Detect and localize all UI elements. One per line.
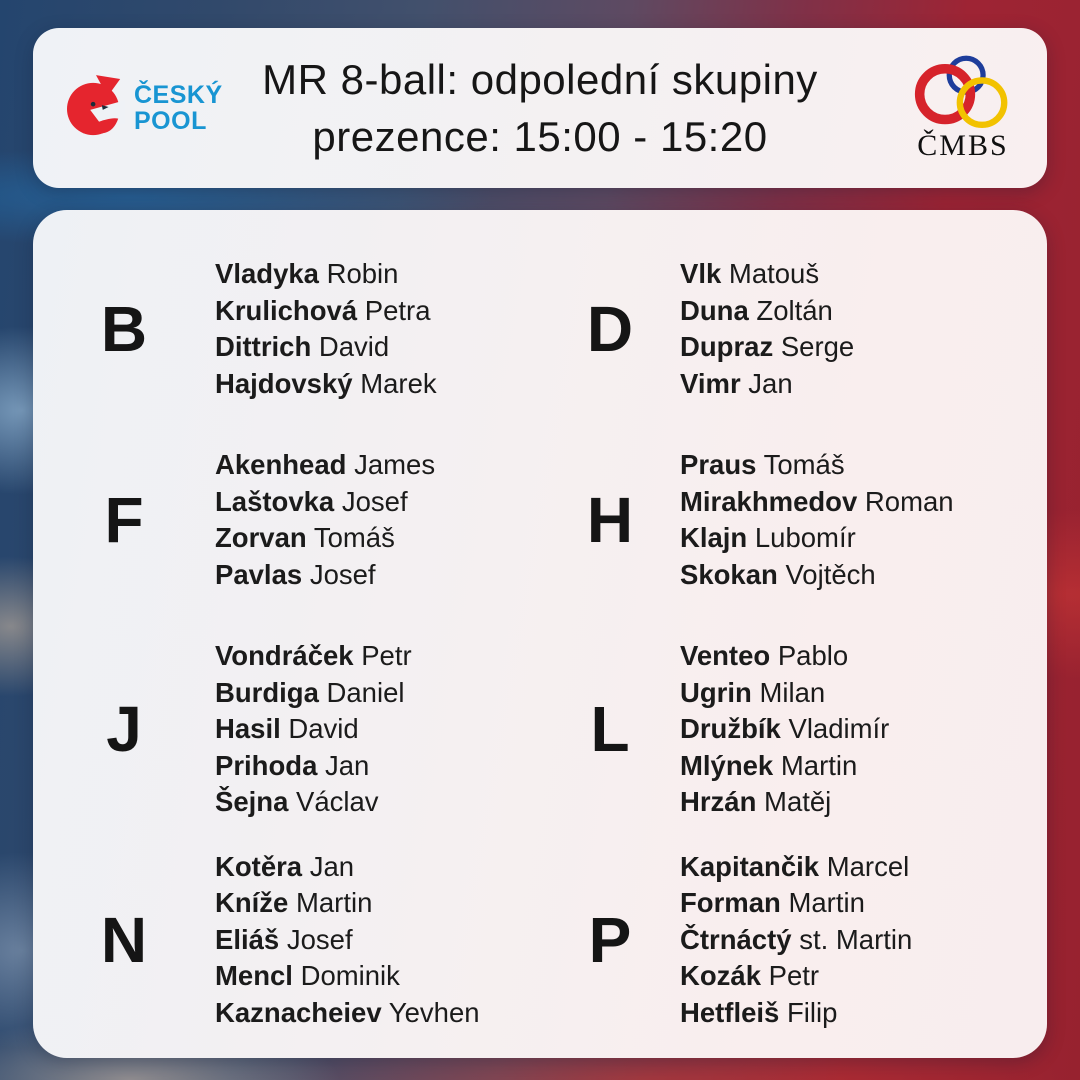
player-list-D	[680, 256, 854, 402]
player-firstname: Petr	[768, 960, 820, 991]
player-list-L	[680, 638, 889, 821]
player-firstname: Dominik	[300, 960, 400, 991]
player-surname: Pavlas	[215, 558, 303, 590]
player-surname: Zorvan	[215, 522, 307, 553]
player-surname: Venteo	[680, 640, 771, 671]
player-row	[680, 958, 912, 995]
player-surname: Šejna	[215, 786, 289, 817]
player-row	[680, 748, 889, 785]
player-firstname: Josef	[341, 485, 408, 517]
player-list-H	[680, 447, 954, 593]
player-surname: Laštovka	[215, 485, 335, 517]
player-row	[215, 675, 412, 712]
group-letter-F: F	[104, 484, 144, 556]
group-letter-N: N	[100, 903, 148, 976]
player-row	[680, 849, 912, 886]
player-row	[680, 256, 854, 293]
player-list-B	[215, 256, 437, 402]
player-row	[215, 784, 412, 821]
player-row	[680, 366, 854, 403]
group-letter-P: P	[588, 903, 632, 976]
player-row	[215, 711, 412, 748]
player-firstname: Jan	[748, 367, 793, 399]
player-row	[215, 922, 480, 959]
player-row	[215, 885, 480, 922]
player-firstname: Filip	[786, 996, 838, 1028]
group-B	[33, 256, 540, 402]
player-list-P	[680, 849, 912, 1032]
player-surname: Kníže	[215, 887, 289, 918]
player-row	[215, 520, 435, 557]
group-row-1	[33, 256, 1047, 402]
player-firstname: David	[318, 331, 390, 362]
player-firstname: Marcel	[826, 850, 910, 882]
player-row	[680, 922, 912, 959]
player-firstname: Václav	[296, 786, 379, 817]
group-J	[33, 638, 540, 821]
player-row	[680, 293, 854, 330]
player-surname: Kotěra	[215, 850, 303, 882]
group-row-3	[33, 638, 1047, 821]
player-row	[215, 256, 437, 293]
player-row	[215, 958, 480, 995]
group-letter-L: L	[590, 693, 630, 766]
player-row	[680, 520, 954, 557]
player-row	[215, 293, 437, 330]
player-surname: Vlk	[680, 258, 722, 289]
player-firstname: Roman	[864, 485, 954, 517]
player-surname: Burdiga	[215, 676, 319, 708]
player-surname: Vondráček	[215, 640, 354, 671]
player-surname: Kapitančik	[680, 850, 820, 882]
player-firstname: Josef	[309, 558, 376, 590]
player-firstname: Martin	[295, 887, 373, 918]
player-list-F	[215, 447, 435, 593]
player-surname: Ugrin	[680, 676, 752, 708]
player-firstname: Vladimír	[788, 713, 890, 744]
group-F	[33, 447, 540, 593]
player-firstname: Matěj	[764, 786, 832, 817]
player-row	[680, 995, 912, 1032]
player-firstname: Martin	[788, 887, 865, 918]
player-firstname: Daniel	[326, 676, 405, 708]
player-row	[215, 329, 437, 366]
player-surname: Skokan	[680, 558, 778, 590]
player-row	[680, 638, 889, 675]
page-title-line2: prezence: 15:00 - 15:20	[312, 113, 768, 160]
cesky-pool-word-2: POOL	[134, 107, 207, 135]
player-surname: Mencl	[215, 960, 293, 991]
player-surname: Mirakhmedov	[680, 485, 858, 517]
player-firstname: Vojtěch	[785, 558, 876, 590]
player-row	[680, 885, 912, 922]
player-surname: Dupraz	[680, 331, 774, 362]
player-row	[680, 711, 889, 748]
player-firstname: Marek	[360, 367, 437, 399]
player-firstname: Robin	[326, 258, 399, 289]
player-firstname: James	[354, 449, 436, 480]
player-firstname: Tomáš	[763, 449, 845, 480]
player-firstname: Matouš	[728, 258, 820, 289]
player-surname: Forman	[680, 887, 781, 918]
player-surname: Vladyka	[215, 258, 319, 289]
player-surname: Krulichová	[215, 294, 358, 326]
header-banner	[33, 28, 1047, 188]
player-row	[680, 784, 889, 821]
player-surname: Eliáš	[215, 923, 280, 955]
groups-panel	[33, 210, 1047, 1058]
cesky-pool-word-1: ČESKÝ	[134, 81, 223, 109]
player-row	[680, 447, 954, 484]
cmbs-logo	[913, 54, 1013, 163]
player-firstname: Petra	[364, 294, 431, 326]
player-surname: Mlýnek	[680, 749, 774, 781]
group-row-2	[33, 447, 1047, 593]
page-title-line1: MR 8-ball: odpolední skupiny	[262, 56, 818, 103]
player-firstname: David	[288, 713, 359, 744]
player-firstname: Serge	[780, 331, 855, 362]
player-list-J	[215, 638, 412, 821]
player-row	[215, 557, 435, 594]
player-row	[215, 748, 412, 785]
player-firstname: Milan	[759, 676, 826, 708]
player-row	[215, 447, 435, 484]
player-row	[215, 995, 480, 1032]
player-row	[215, 849, 480, 886]
player-row	[680, 557, 954, 594]
player-row	[215, 484, 435, 521]
cesky-pool-wordmark	[134, 82, 223, 134]
group-letter-J: J	[106, 693, 142, 766]
group-N	[33, 849, 540, 1032]
player-surname: Hrzán	[680, 786, 757, 817]
player-firstname: Yevhen	[388, 996, 480, 1028]
player-firstname: Martin	[780, 749, 858, 781]
player-surname: Akenhead	[215, 449, 347, 480]
cmbs-wordmark: ČMBS	[917, 128, 1009, 162]
group-H	[540, 447, 1047, 593]
group-letter-B: B	[100, 293, 148, 365]
player-surname: Vimr	[680, 367, 741, 399]
player-row	[215, 638, 412, 675]
group-P	[540, 849, 1047, 1032]
player-row	[215, 366, 437, 403]
player-firstname: st. Martin	[799, 923, 913, 955]
cesky-pool-logo	[67, 69, 223, 147]
cesky-pool-lion-icon	[67, 69, 125, 147]
player-firstname: Pablo	[777, 640, 849, 671]
player-firstname: Zoltán	[756, 294, 833, 326]
player-surname: Dittrich	[215, 331, 312, 362]
group-D	[540, 256, 1047, 402]
player-surname: Hasil	[215, 713, 281, 744]
player-row	[680, 675, 889, 712]
player-row	[680, 484, 954, 521]
player-firstname: Tomáš	[313, 522, 395, 553]
cmbs-rings-icon	[913, 54, 1013, 128]
player-firstname: Lubomír	[754, 522, 856, 553]
group-L	[540, 638, 1047, 821]
player-surname: Kaznacheiev	[215, 996, 382, 1028]
player-list-N	[215, 849, 480, 1032]
player-row	[680, 329, 854, 366]
player-surname: Hajdovský	[215, 367, 353, 399]
player-surname: Klajn	[680, 522, 748, 553]
page-title	[262, 51, 818, 165]
group-letter-D: D	[586, 293, 634, 365]
player-surname: Duna	[680, 294, 749, 326]
player-firstname: Jan	[309, 850, 355, 882]
group-row-4	[33, 849, 1047, 1032]
player-surname: Čtrnáctý	[680, 923, 792, 955]
player-surname: Kozák	[680, 960, 761, 991]
player-surname: Prihoda	[215, 749, 318, 781]
group-letter-H: H	[586, 484, 634, 556]
player-surname: Hetfleiš	[680, 996, 780, 1028]
player-surname: Družbík	[680, 713, 781, 744]
player-firstname: Jan	[325, 749, 370, 781]
player-surname: Praus	[680, 449, 757, 480]
player-firstname: Petr	[361, 640, 412, 671]
player-firstname: Josef	[286, 923, 353, 955]
